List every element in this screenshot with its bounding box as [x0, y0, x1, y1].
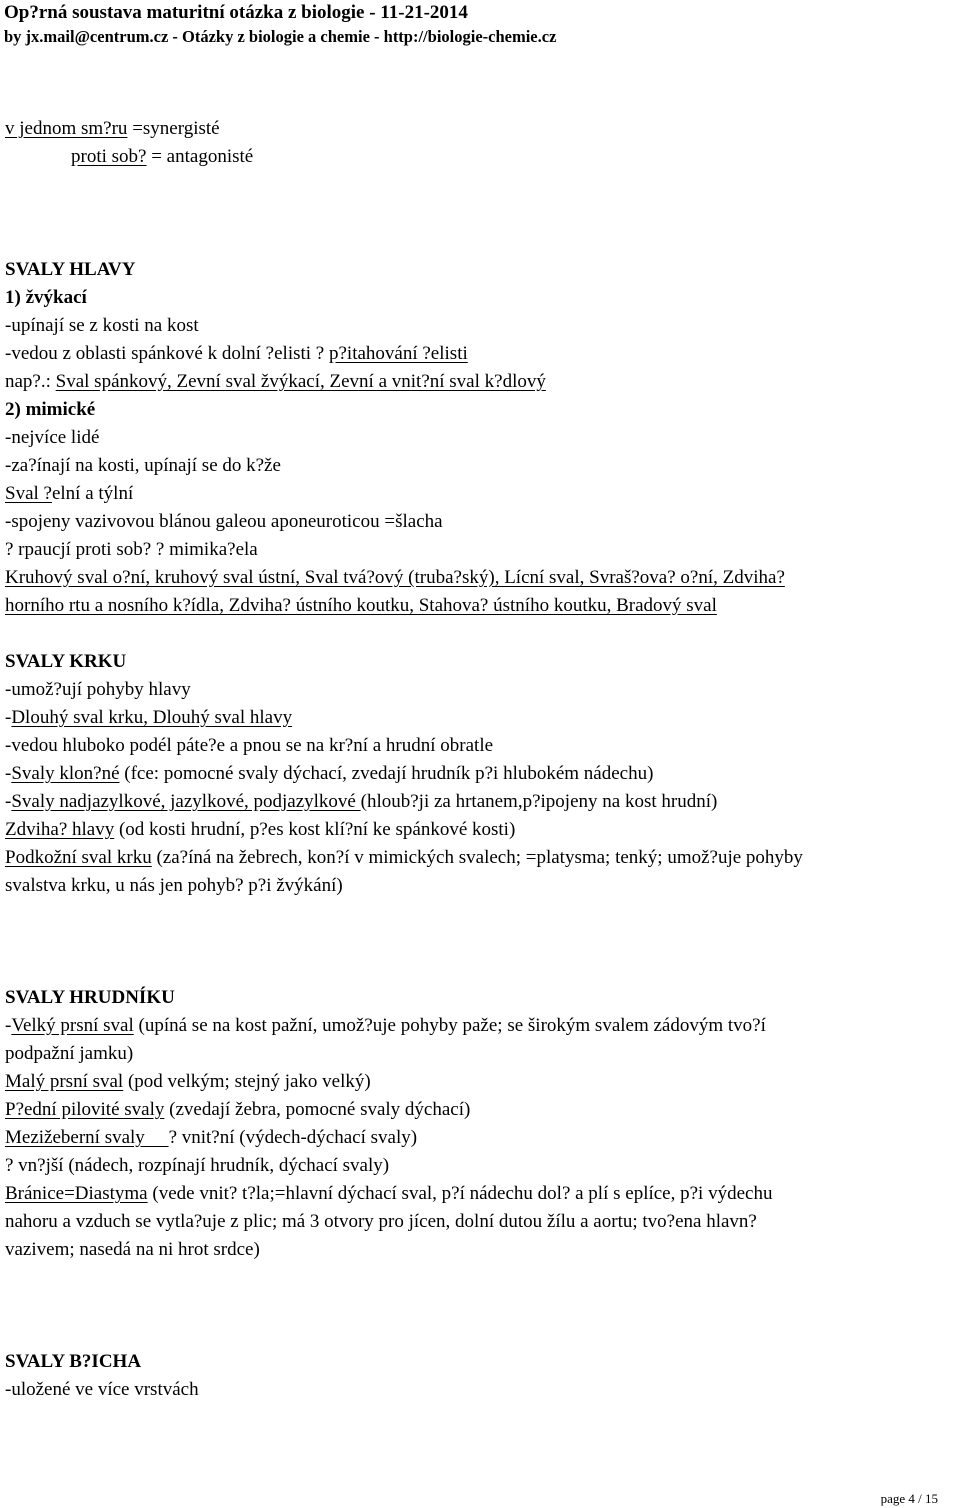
text-line: -nejvíce lidé: [5, 427, 100, 448]
text-line: -upínají se z kosti na kost: [5, 315, 199, 336]
text-line: proti sob? = antagonisté: [71, 146, 254, 167]
text-line: ? rpaucjí proti sob? ? mimika?ela: [5, 539, 258, 560]
section-heading-hlavy: SVALY HLAVY: [5, 259, 136, 280]
text-line: -Dlouhý sval krku, Dlouhý sval hlavy: [5, 707, 293, 728]
text-line: Zdviha? hlavy (od kosti hrudní, p?es kost klí?ní ke spánkové kosti): [5, 819, 516, 840]
text-line: horního rtu a nosního k?ídla, Zdviha? ústního koutku, Stahova? ústního koutku, Bradový sval: [5, 595, 717, 616]
text-line: -uložené ve více vrstvách: [5, 1379, 199, 1400]
text-line: Podkožní sval krku (za?íná na žebrech, kon?í v mimických svalech; =platysma; tenký; umož?uje pohyby: [5, 847, 803, 868]
document-byline: by jx.mail@centrum.cz - Otázky z biologie a chemie - http://biologie-chemie.cz: [4, 27, 557, 46]
text-line: -za?ínají na kosti, upínají se do k?že: [5, 455, 281, 476]
text-line: nahoru a vzduch se vytla?uje z plic; má 3 otvory pro jícen, dolní dutou žílu a aortu; tvo?ena hlavn?: [5, 1211, 757, 1232]
section-heading-bricha: SVALY B?ICHA: [5, 1351, 142, 1372]
text-line: -vedou hluboko podél páte?e a pnou se na kr?ní a hrudní obratle: [5, 735, 494, 756]
section-heading-krku: SVALY KRKU: [5, 651, 127, 672]
document-title: Op?rná soustava maturitní otázka z biologie - 11-21-2014: [4, 2, 468, 23]
text-line: Mezižeberní svaly ? vnit?ní (výdech-dýchací svaly): [5, 1127, 418, 1148]
text-line: Bránice=Diastyma (vede vnit? t?la;=hlavní dýchací sval, p?í nádechu dol? a plí s eplíce, p?i výdechu: [5, 1183, 773, 1204]
text-line: vazivem; nasedá na ni hrot srdce): [5, 1239, 260, 1260]
text-line: Sval ?elní a týlní: [5, 483, 134, 504]
text-line: -umož?ují pohyby hlavy: [5, 679, 191, 700]
section-heading-hrudniku: SVALY HRUDNÍKU: [5, 987, 175, 1008]
text-line: P?ední pilovité svaly (zvedají žebra, pomocné svaly dýchací): [5, 1099, 471, 1120]
text-line: 2) mimické: [5, 399, 96, 420]
text-line: -Svaly nadjazylkové, jazylkové, podjazylkové (hloub?ji za hrtanem,p?ipojeny na kost hrudní): [5, 791, 718, 812]
text-line: nap?.: Sval spánkový, Zevní sval žvýkací, Zevní a vnit?ní sval k?dlový: [5, 371, 546, 392]
text-line: -Velký prsní sval (upíná se na kost pažní, umož?uje pohyby paže; se širokým svalem zádovým tvo?í: [5, 1015, 766, 1036]
text-line: svalstva krku, u nás jen pohyb? p?i žvýkání): [5, 875, 343, 896]
text-line: v jednom sm?ru =synergisté: [5, 118, 220, 139]
page-number: page 4 / 15: [880, 1491, 938, 1506]
text-line: -spojeny vazivovou blánou galeou aponeuroticou =šlacha: [5, 511, 443, 532]
text-line: Kruhový sval o?ní, kruhový sval ústní, Sval tvá?ový (truba?ský), Lícní sval, Svraš?ova? o?ní, Zdviha?: [5, 567, 785, 588]
text-line: podpažní jamku): [5, 1043, 134, 1064]
text-line: -vedou z oblasti spánkové k dolní ?elisti ? p?itahování ?elisti: [5, 343, 468, 364]
text-line: Malý prsní sval (pod velkým; stejný jako velký): [5, 1071, 371, 1092]
text-line: 1) žvýkací: [5, 287, 87, 308]
text-line: ? vn?jší (nádech, rozpínají hrudník, dýchací svaly): [5, 1155, 390, 1176]
text-line: -Svaly klon?né (fce: pomocné svaly dýchací, zvedají hrudník p?i hlubokém nádechu): [5, 763, 654, 784]
